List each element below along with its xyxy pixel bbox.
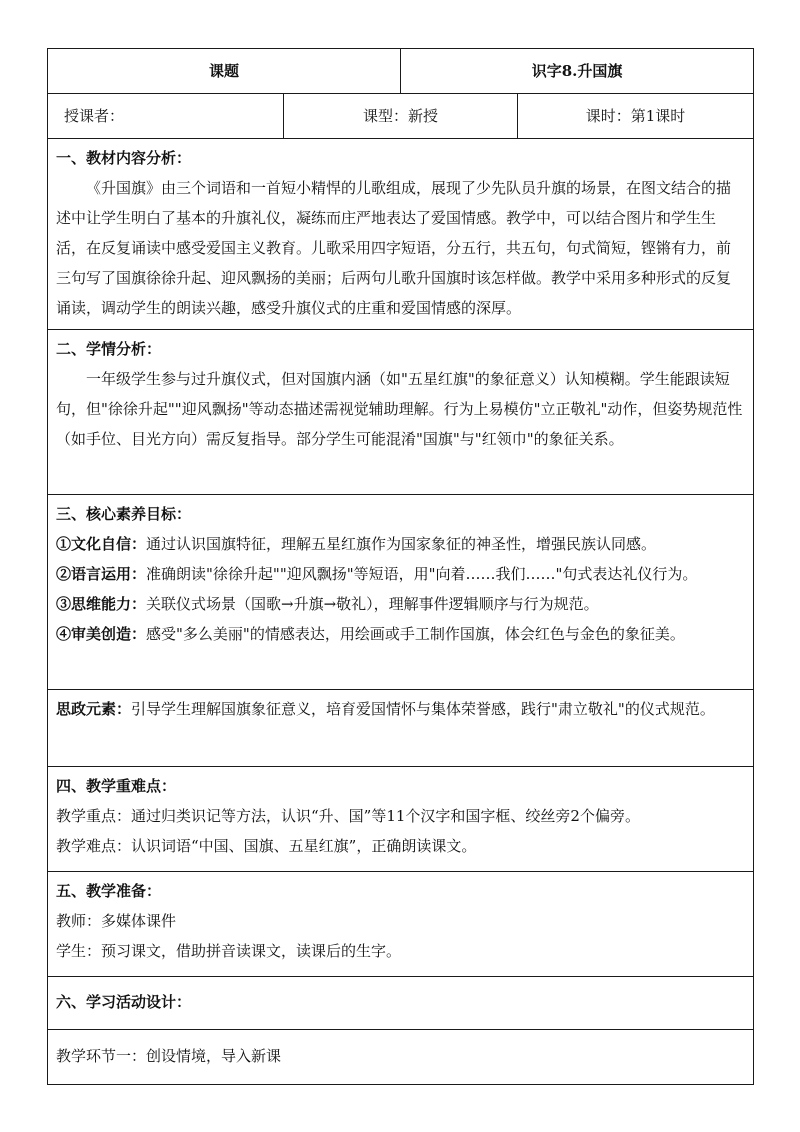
section-key-points bbox=[48, 767, 754, 872]
lesson-plan-sheet bbox=[47, 48, 753, 1085]
activity-step-text: 教学环节一：创设情境，导入新课 bbox=[56, 1047, 282, 1065]
topic-value: 识字8.升国旗 bbox=[401, 49, 754, 94]
goal-label: ②语言运用： bbox=[56, 565, 147, 583]
goal-label: ③思维能力： bbox=[56, 595, 147, 613]
section-title: 二、学情分析： bbox=[56, 340, 162, 358]
focus-text: 教学重点：通过归类识记等方法，认识“升、国”等11个汉字和国字框、绞丝旁2个偏旁。 bbox=[56, 807, 640, 825]
ideo-text: 引导学生理解国旗象征意义，培育爱国情怀与集体荣誉感，践行"肃立敬礼"的仪式规范。 bbox=[131, 700, 715, 718]
teacher-cell: 授课者： bbox=[48, 94, 284, 139]
goal-label: ④审美创造： bbox=[56, 625, 147, 643]
section-student-analysis bbox=[48, 330, 754, 495]
goal-item bbox=[56, 619, 745, 649]
section-text: 《升国旗》由三个词语和一首短小精悍的儿歌组成，展现了少先队员升旗的场景，在图文结合的描述中让学生明白了基本的升旗礼仪，凝练而庄严地表达了爱国情感。教学中，可以结合图片和学生生活，在反复诵读中感受爱国主义教育。儿歌采用四字短语，分五行，共五句，句式简短，铿锵有力，前三句写了国旗徐徐升起、迎风飘扬的美丽；后两句儿歌升国旗时该怎样做。教学中采用多种形式的反复诵读，调动学生的朗读兴趣，感受升旗仪式的庄重和爱国情感的深厚。 bbox=[56, 179, 732, 317]
header-row bbox=[48, 49, 754, 94]
section-preparation bbox=[48, 872, 754, 977]
difficulty-text: 教学难点：认识词语“中国、国旗、五星红旗”，正确朗读课文。 bbox=[56, 837, 477, 855]
topic-label: 课题 bbox=[48, 49, 401, 94]
goal-item bbox=[56, 529, 745, 559]
section-activity-step bbox=[48, 1030, 754, 1085]
period-cell: 课时：第1课时 bbox=[518, 94, 754, 139]
section-text: 一年级学生参与过升旗仪式，但对国旗内涵（如"五星红旗"的象征意义）认知模糊。学生能跟读短句，但"徐徐升起""迎风飘扬"等动态描述需视觉辅助理解。行为上易模仿"立正敬礼"动作，但姿势规范性（如手位、目光方向）需反复指导。部分学生可能混淆"国旗"与"红领巾"的象征关系。 bbox=[56, 370, 743, 448]
section-title: 四、教学重难点： bbox=[56, 777, 177, 795]
lesson-plan-table bbox=[47, 48, 754, 1085]
goal-text: 准确朗读"徐徐升起""迎风飘扬"等短语，用"向着……我们……"句式表达礼仪行为。 bbox=[146, 565, 698, 583]
student-prep: 学生：预习课文，借助拼音读课文，读课后的生字。 bbox=[56, 942, 402, 960]
goal-label: ①文化自信： bbox=[56, 535, 147, 553]
goal-item bbox=[56, 559, 745, 589]
lesson-type-cell: 课型：新授 bbox=[284, 94, 518, 139]
section-textbook-analysis bbox=[48, 139, 754, 330]
meta-row bbox=[48, 94, 754, 139]
teacher-prep: 教师：多媒体课件 bbox=[56, 912, 177, 930]
section-title: 六、学习活动设计： bbox=[56, 993, 192, 1011]
section-title: 一、教材内容分析： bbox=[56, 149, 192, 167]
ideo-label: 思政元素： bbox=[56, 700, 132, 718]
goal-text: 关联仪式场景（国歌→升旗→敬礼），理解事件逻辑顺序与行为规范。 bbox=[146, 595, 599, 613]
section-activity-design bbox=[48, 977, 754, 1030]
section-ideological bbox=[48, 690, 754, 767]
goal-text: 感受"多么美丽"的情感表达，用绘画或手工制作国旗，体会红色与金色的象征美。 bbox=[146, 625, 685, 643]
goal-text: 通过认识国旗特征，理解五星红旗作为国家象征的神圣性，增强民族认同感。 bbox=[146, 535, 657, 553]
section-title: 五、教学准备： bbox=[56, 882, 162, 900]
section-core-goals bbox=[48, 495, 754, 690]
section-title: 三、核心素养目标： bbox=[56, 505, 192, 523]
goal-item bbox=[56, 589, 745, 619]
